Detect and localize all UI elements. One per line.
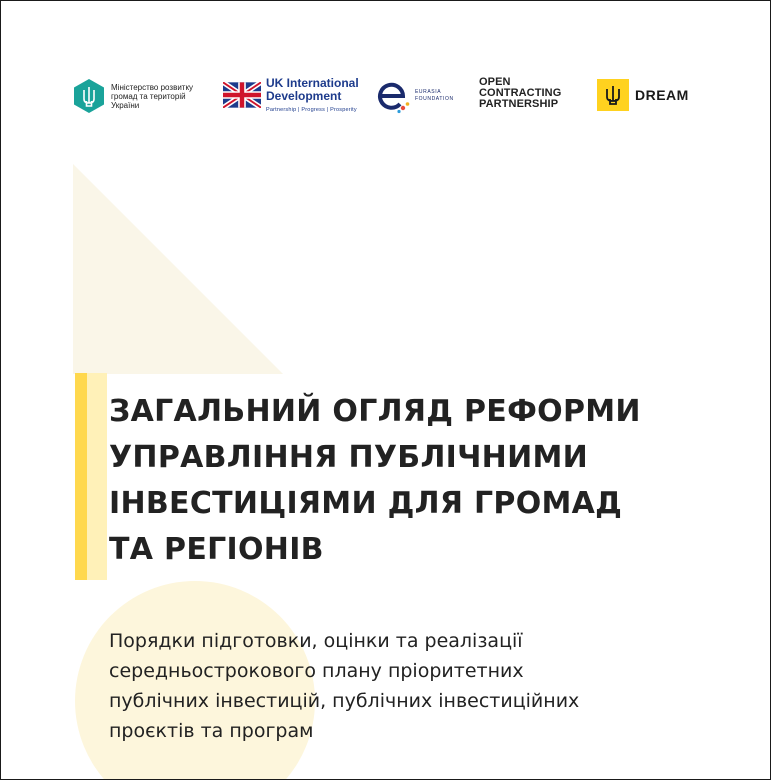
- dream-label: DREAM: [635, 87, 689, 103]
- ministry-logo: [73, 79, 203, 113]
- open-contracting-partnership-logo: [479, 77, 561, 110]
- page-title: [109, 389, 749, 573]
- ministry-trident-icon: [73, 79, 105, 113]
- title-line: ІНВЕСТИЦІЯМИ ДЛЯ ГРОМАД: [109, 486, 623, 521]
- union-jack-icon: [223, 82, 261, 108]
- decorative-triangle: [73, 164, 293, 384]
- ministry-name: [111, 83, 203, 110]
- ocp-line: OPEN: [479, 76, 511, 88]
- decorative-yellow-bar: [75, 373, 87, 580]
- subtitle-line: публічних інвестицій, публічних інвестиційних: [109, 690, 580, 712]
- dream-trident-badge: [597, 79, 629, 111]
- title-line: УПРАВЛІННЯ ПУБЛІЧНИМИ: [109, 440, 589, 475]
- title-line: ТА РЕГІОНІВ: [109, 532, 324, 567]
- ocp-line: CONTRACTING: [479, 87, 562, 99]
- eurasia-e-icon: [373, 77, 411, 115]
- ministry-line: громад та територій: [111, 91, 186, 101]
- ukdev-name-line: UK International: [266, 76, 359, 90]
- ukdev-tagline: Partnership | Progress | Prosperity: [266, 107, 357, 113]
- ocp-line: PARTNERSHIP: [479, 98, 559, 110]
- eurasia-line: FOUNDATION: [415, 96, 454, 102]
- subtitle-line: Порядки підготовки, оцінки та реалізації: [109, 630, 523, 652]
- title-line: ЗАГАЛЬНИЙ ОГЛЯД РЕФОРМИ: [109, 394, 641, 429]
- ministry-line: Міністерство розвитку: [111, 82, 194, 92]
- ukdev-name-line: Development: [266, 89, 342, 103]
- eurasia-foundation-logo: [373, 77, 454, 115]
- decorative-yellow-block: [87, 373, 107, 580]
- trident-icon: [603, 84, 623, 106]
- subtitle-line: середньострокового плану пріоритетних: [109, 660, 524, 682]
- partner-logos: [1, 71, 771, 121]
- dream-logo: [597, 79, 689, 111]
- eurasia-line: EURASIA: [415, 89, 442, 95]
- ministry-line: України: [111, 100, 140, 110]
- uk-international-development-logo: [223, 77, 359, 113]
- subtitle: [109, 626, 749, 746]
- subtitle-line: проєктів та програм: [109, 720, 314, 742]
- ocp-name: [479, 77, 561, 110]
- eurasia-name: [415, 89, 454, 103]
